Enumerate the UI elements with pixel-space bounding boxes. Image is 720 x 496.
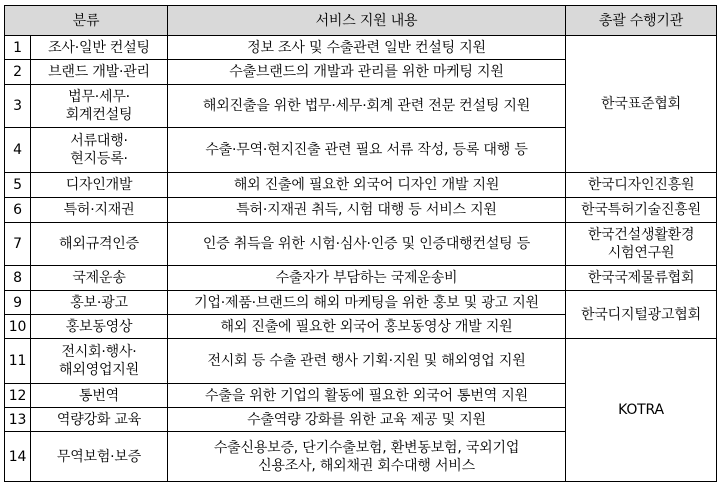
row-number: 5 <box>5 173 31 198</box>
table-row <box>5 266 717 291</box>
header-org: 총괄 수행기관 <box>566 6 717 36</box>
header-category: 분류 <box>5 6 168 36</box>
row-description: 기업·제품·브랜드의 해외 마케팅을 위한 홍보 및 광고 지원 <box>168 291 566 315</box>
header-description: 서비스 지원 내용 <box>168 6 566 36</box>
row-number: 13 <box>5 408 31 432</box>
row-category: 브랜드 개발·관리 <box>31 60 168 85</box>
row-description: 전시회 등 수출 관련 행사 기획·지원 및 해외영업 지원 <box>168 339 566 384</box>
row-description: 인증 취득을 위한 시험·심사·인증 및 인증대행컨설팅 등 <box>168 223 566 266</box>
org-cell: 한국디자인진흥원 <box>566 173 717 198</box>
row-description: 수출역량 강화를 위한 교육 제공 및 지원 <box>168 408 566 432</box>
row-description: 수출브랜드의 개발과 관리를 위한 마케팅 지원 <box>168 60 566 85</box>
row-description: 수출·무역·현지진출 관련 필요 서류 작성, 등록 대행 등 <box>168 128 566 173</box>
row-category: 홍보동영상 <box>31 315 168 339</box>
row-category: 조사·일반 컨설팅 <box>31 36 168 60</box>
org-cell: 한국표준협회 <box>566 36 717 173</box>
org-cell: KOTRA <box>566 339 717 482</box>
row-category: 통번역 <box>31 384 168 408</box>
row-description: 수출자가 부담하는 국제운송비 <box>168 266 566 291</box>
org-cell: 한국건설생활환경 시험연구원 <box>566 223 717 266</box>
table-row <box>5 36 717 60</box>
row-category: 역량강화 교육 <box>31 408 168 432</box>
row-number: 3 <box>5 85 31 128</box>
row-number: 9 <box>5 291 31 315</box>
row-description: 해외 진출에 필요한 외국어 홍보동영상 개발 지원 <box>168 315 566 339</box>
row-description: 수출신용보증, 단기수출보험, 환변동보험, 국외기업 신용조사, 해외채권 회수대행 서비스 <box>168 432 566 482</box>
row-number: 4 <box>5 128 31 173</box>
header-row <box>5 6 717 36</box>
row-category: 무역보험·보증 <box>31 432 168 482</box>
row-description: 특허·지재권 취득, 시험 대행 등 서비스 지원 <box>168 198 566 223</box>
row-category: 홍보·광고 <box>31 291 168 315</box>
row-category: 특허·지재권 <box>31 198 168 223</box>
row-category: 해외규격인증 <box>31 223 168 266</box>
row-category: 서류대행· 현지등록· <box>31 128 168 173</box>
row-description: 정보 조사 및 수출관련 일반 컨설팅 지원 <box>168 36 566 60</box>
org-cell: 한국국제물류협회 <box>566 266 717 291</box>
table-row <box>5 198 717 223</box>
row-description: 해외진출을 위한 법무·세무·회계 관련 전문 컨설팅 지원 <box>168 85 566 128</box>
row-category: 법무·세무· 회계컨설팅 <box>31 85 168 128</box>
row-number: 6 <box>5 198 31 223</box>
row-category: 국제운송 <box>31 266 168 291</box>
row-number: 14 <box>5 432 31 482</box>
row-number: 2 <box>5 60 31 85</box>
row-number: 10 <box>5 315 31 339</box>
org-cell: 한국특허기술진흥원 <box>566 198 717 223</box>
table-row <box>5 223 717 266</box>
row-number: 8 <box>5 266 31 291</box>
table-row <box>5 339 717 384</box>
row-category: 전시회·행사· 해외영업지원 <box>31 339 168 384</box>
row-number: 7 <box>5 223 31 266</box>
row-number: 11 <box>5 339 31 384</box>
service-support-table <box>4 5 717 482</box>
row-description: 수출을 위한 기업의 활동에 필요한 외국어 통번역 지원 <box>168 384 566 408</box>
table-row <box>5 291 717 315</box>
row-number: 1 <box>5 36 31 60</box>
row-number: 12 <box>5 384 31 408</box>
org-cell: 한국디지털광고협회 <box>566 291 717 339</box>
table-row <box>5 173 717 198</box>
row-category: 디자인개발 <box>31 173 168 198</box>
row-description: 해외 진출에 필요한 외국어 디자인 개발 지원 <box>168 173 566 198</box>
